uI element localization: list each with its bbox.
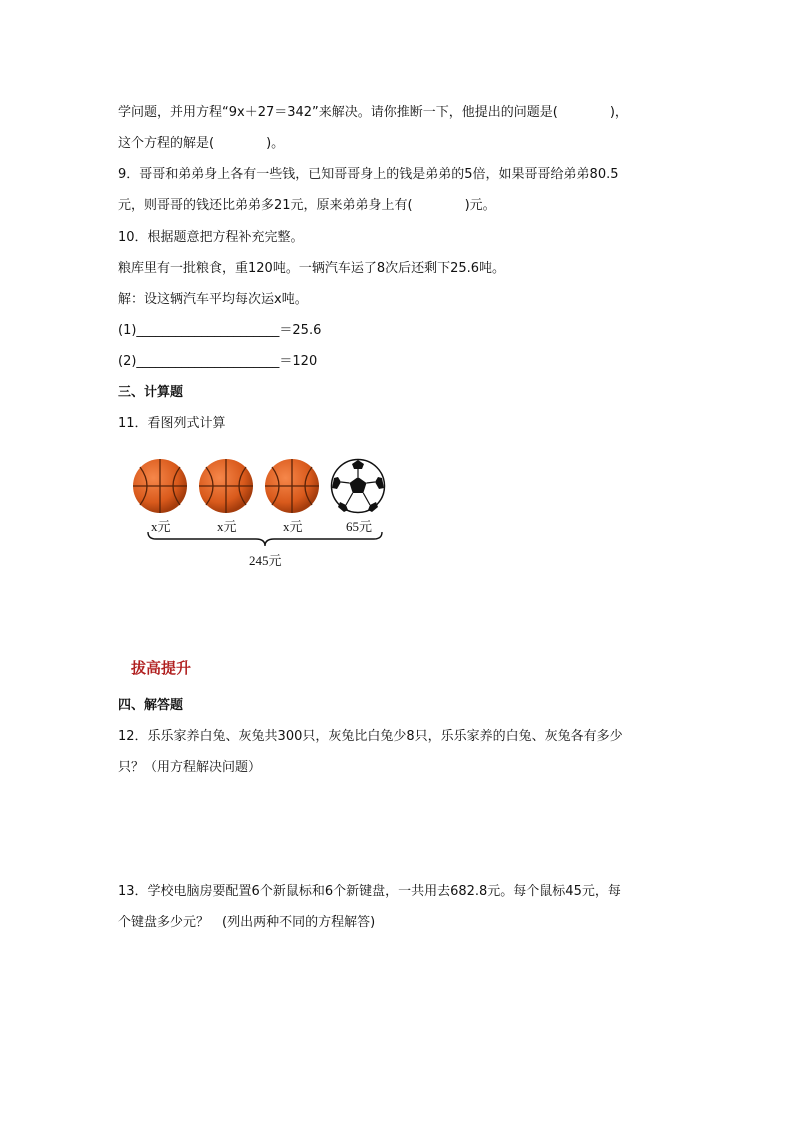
soccer-ball-icon <box>330 458 386 514</box>
q9-text-line1: 9．哥哥和弟弟身上各有一些钱，已知哥哥身上的钱是弟弟的5倍，如果哥哥给弟弟80.5 <box>118 167 619 182</box>
total-label: 245元 <box>249 553 282 568</box>
price-label: x元 <box>217 519 237 534</box>
section-3-heading: 三、计算题 <box>118 385 184 400</box>
q12-text-line2: 只？（用方程解决问题） <box>118 760 262 775</box>
q10-title: 10．根据题意把方程补充完整。 <box>118 230 304 245</box>
basketball-icon <box>198 458 254 514</box>
price-label: 65元 <box>346 519 373 534</box>
q10-equation-1: (1)______________________＝25.6 <box>118 323 322 338</box>
section-4-heading: 四、解答题 <box>118 698 184 713</box>
q8-text-line1: 学问题，并用方程“9x＋27＝342”来解决。请你推断一下，他提出的问题是( )， <box>118 105 628 120</box>
q10-equation-2: (2)______________________＝120 <box>118 354 318 369</box>
q13-text-line1: 13．学校电脑房要配置6个新鼠标和6个新键盘，一共用去682.8元。每个鼠标45元，每 <box>118 884 621 899</box>
price-label: x元 <box>283 519 303 534</box>
total-brace <box>146 530 384 550</box>
price-label: x元 <box>151 519 171 534</box>
q11-title: 11．看图列式计算 <box>118 416 226 431</box>
q12-text-line1: 12．乐乐家养白兔、灰兔共300只，灰兔比白兔少8只，乐乐家养的白兔、灰兔各有多少 <box>118 729 623 744</box>
basketball-icon <box>264 458 320 514</box>
q13-text-line2: 个键盘多少元？ (列出两种不同的方程解答) <box>118 915 376 930</box>
q10-problem: 粮库里有一批粮食，重120吨。一辆汽车运了8次后还剩下25.6吨。 <box>118 261 506 276</box>
section-tigao-heading: 拔高提升 <box>131 659 192 677</box>
q10-solution-intro: 解：设这辆汽车平均每次运x吨。 <box>118 292 308 307</box>
q9-text-line2: 元，则哥哥的钱还比弟弟多21元，原来弟弟身上有( )元。 <box>118 198 496 213</box>
q8-text-line2: 这个方程的解是( )。 <box>118 136 285 151</box>
basketball-icon <box>132 458 188 514</box>
